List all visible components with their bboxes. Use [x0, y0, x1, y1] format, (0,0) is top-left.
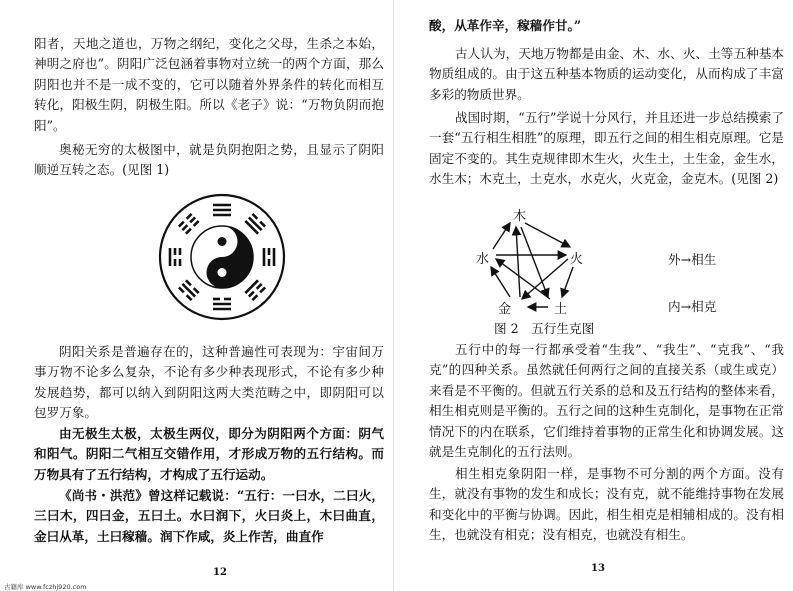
paragraph-shangshu-cont: 酸，从革作辛，稼穑作甘。” — [429, 18, 582, 33]
node-metal: 金 — [498, 302, 512, 317]
trigram-icon — [179, 280, 199, 300]
paragraph-wuji: 由无极生太极，太极生两仪，即分为阴阳两个方面：阴气和阳气。阴阳二气相互交错作用，才形成万物的五行结构。而万物具有了五行结构，才构成了五行运动。 — [34, 426, 384, 482]
restraining-arrows — [496, 227, 568, 299]
paragraph-universality: 阴阳关系是普遍存在的，这种普遍性可表现为：宇宙间万事万物不论多么复杂，不论有多少种表现形式，不论有多少种发展趋势，都可以纳入到阴阳这两大类范畴之中，即阴阳可以包罗万象。 — [34, 344, 384, 421]
page-gutter — [393, 0, 394, 591]
node-fire: 火 — [570, 252, 584, 267]
figure2-caption: 图 2 五行生克图 — [494, 321, 595, 336]
right-page — [398, 0, 793, 591]
paragraph-five-elements: 古人认为，天地万物都是由金、木、水、火、土等五种基本物质组成的。由于这五种基本物质的运动变化，从而构成了丰富多彩的物质世界。 — [429, 46, 784, 102]
paragraph-warring-states: 战国时期，“五行”学说十分风行，并且还进一步总结摸索了一套“五行相生相胜”的原理，即五行之间的相生相克原理。它是固定不变的。其生克规律即木生火，火生土，土生金，金生水，水生木；木克土，土克水，水克火，火克金，金克木。(见图 2) — [429, 110, 784, 187]
trigram-icon — [213, 299, 231, 309]
paragraph-mutual: 相生相克象阴阳一样，是事物不可分割的两个方面。没有生，就没有事物的发生和成长；没有克，就不能维持事物在发展和变化中的平衡与协调。因此，相生相克是相辅相成的。没有相生，也就没有相克；没有相克，也就没有相生。 — [429, 466, 784, 543]
legend-restraining: 内→相克 — [668, 299, 717, 314]
paragraph-yinyang-intro: 阳者，天地之道也，万物之纲纪，变化之父母，生杀之本始，神明之府也”。阴阳广泛包涵着事物对立统一的两个方面，那么阴阳也并不是一成不变的，它可以随着外界条件的转化而相互转化，阳极生阴，阴极生阳。所以《老子》说：“万物负阴而抱阳”。 — [34, 36, 384, 133]
page-number-left: 12 — [213, 567, 227, 578]
trigram-icon — [264, 248, 274, 266]
legend-generating: 外→相生 — [668, 252, 717, 267]
taiji-figure — [157, 192, 287, 322]
trigram-icon — [179, 214, 199, 234]
node-earth: 土 — [554, 302, 568, 317]
page-number-right: 13 — [591, 563, 605, 574]
node-water: 水 — [476, 252, 490, 267]
left-page — [0, 0, 390, 591]
trigram-icon — [213, 205, 231, 215]
paragraph-shangshu: 《尚书・洪范》曾这样记载说：“五行：一曰水，二曰火，三曰木，四曰金，五曰土。水曰润下，火曰炎上，木曰曲直，金曰从革，土曰稼穑。润下作咸，炎上作苦，曲直作 — [34, 488, 384, 544]
trigram-icon — [245, 214, 265, 234]
node-wood: 木 — [513, 209, 527, 224]
paragraph-taiji: 奥秘无穷的太极图中，就是负阴抱阳之势，且显示了阴阳顺逆互转之态。(见图 1) — [34, 142, 384, 178]
footer-watermark: 古籍库 www.fczhj920.com — [4, 583, 87, 591]
paragraph-four-relations: 五行中的每一行都承受着“生我”、“我生”、“克我”、“我克”的四种关系。虽然就任何两行之间的直接关系（或生或克）来看是不平衡的。但就五行关系的总和及五行结构的整体来看，相生相克则是平衡的。五行之间的这种生克制化，是事物在正常情况下的内在联系，它们维持着事物的正常生化和协调发展。这就是生克制化的五行法则。 — [429, 342, 784, 460]
trigram-icon — [245, 280, 265, 300]
trigram-icon — [170, 248, 180, 266]
